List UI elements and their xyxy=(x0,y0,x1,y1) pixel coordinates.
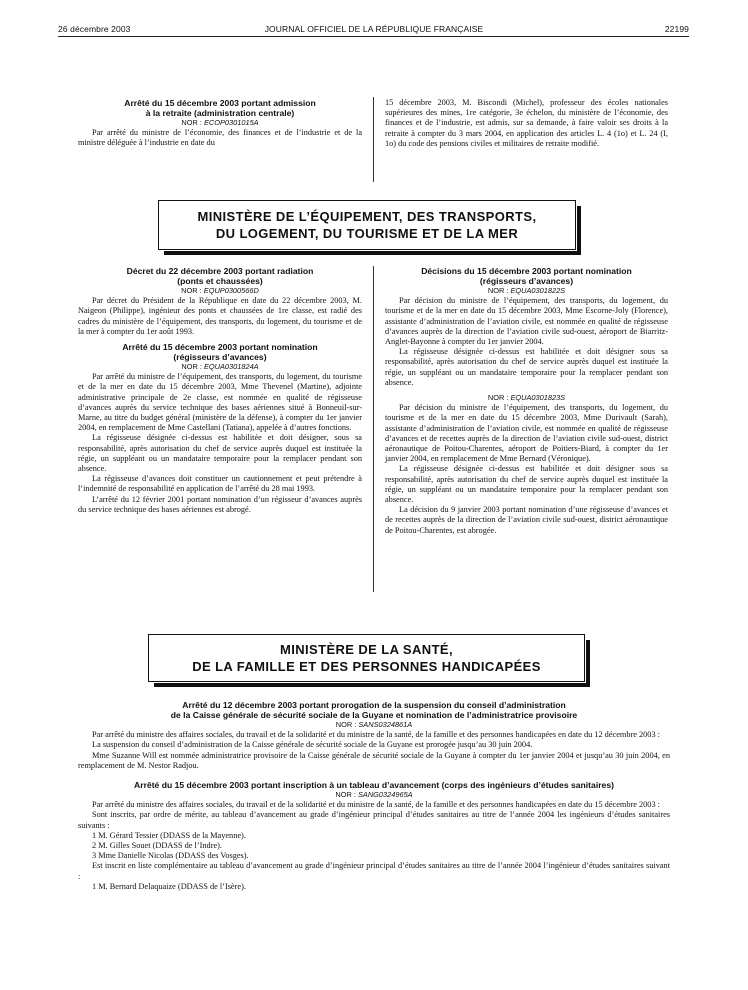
paragraph: Par décision du ministre de l’équipement, des transports, du logement, du tourisme et de la mer en date du 15 décembre 2003, Mme Escorne-Joly (Florence), assistante d’administration de l’aviation civile, est nommée en qualité de régisseuse d’avances auprès de la direction de l’aviation civile sud-ouest, aéroport de Biarritz-Anglet-Bayonne à compter du 1er janvier 2004. xyxy=(385,296,668,347)
ministry-equipement-box xyxy=(158,200,576,250)
column-divider xyxy=(373,97,374,182)
article-title: Arrêté du 15 décembre 2003 portant nomination xyxy=(122,342,318,353)
paragraph: Est inscrit en liste complémentaire au tableau d’avancement au grade d’ingénieur principal d’études sanitaires au titre de l’année 2004 l’ingénieur d’études sanitaires suivant : xyxy=(78,861,670,881)
article-title: à la retraite (administration centrale) xyxy=(145,108,295,118)
paragraph: 15 décembre 2003, M. Biscondi (Michel), professeur des écoles nationales supérieures des mines, 1re catégorie, 3e échelon, du ministère de l’économie, des finances et de l’industrie, est admis, sur sa demande, à faire valoir ses droits à la retraite à compter du 3 mars 2004, en application des articles L. 4 (1o) et L. 24 (I, 1o) du code des pensions civiles et militaires de retraite modifié. xyxy=(385,98,668,148)
nor-reference: NOR : SANS0324861A xyxy=(335,720,413,729)
article-title: Arrêté du 15 décembre 2003 portant admission xyxy=(124,98,316,108)
nor-reference: NOR : EQUP0300566D xyxy=(181,286,259,295)
article-title: Arrêté du 12 décembre 2003 portant prorogation de la suspension du conseil d’administration xyxy=(182,700,566,710)
column-divider xyxy=(373,266,374,592)
sante-section xyxy=(78,700,670,892)
paragraph: Par arrêté du ministre de l’équipement, des transports, du logement, du tourisme et de la mer en date du 15 décembre 2003, Mme Thevenel (Martine), adjointe administrative principale de 2e classe, est nommée en qualité de régisseuse d’avances auprès du service technique des bases aériennes situé à Bonneuil-sur-Marne, au titre du budget général (ministère de la défense), à compter du 1er janvier 2004, en remplacement de Mme Castellani (Tatiana), appelée à d’autres fonctions. xyxy=(78,372,362,433)
nor-reference: NOR : EQUA0301823S xyxy=(487,393,566,403)
nor-reference: NOR : EQUA0301822S xyxy=(487,286,566,295)
equipement-right-column xyxy=(385,266,668,536)
equipement-left-column xyxy=(78,266,362,515)
paragraph: La régisseuse d’avances doit constituer un cautionnement et peut prétendre à l’indemnité de responsabilité en application de l’arrêté du 28 mai 1993. xyxy=(78,474,362,494)
list-item: 3 Mme Danielle Nicolas (DDASS des Vosges). xyxy=(92,851,249,861)
ministry-title: MINISTÈRE DE L’ÉQUIPEMENT, DES TRANSPORTS, xyxy=(197,209,537,224)
paragraph: Par décret du Président de la République en date du 22 décembre 2003, M. Naigeon (Philippe), ingénieur des ponts et chaussées de 1re classe, est radié des cadres du ministère de l’équipement, des transports, du logement, du tourisme et de la mer à compter du 1er août 1993. xyxy=(78,296,362,336)
paragraph: Mme Suzanne Will est nommée administratrice provisoire de la Caisse générale de sécurité sociale de la Guyane à compter du 1er janvier 2004 et jusqu’au 30 juin 2004, en remplacement de M. Nestor Radjou. xyxy=(78,750,670,770)
article-title: Décisions du 15 décembre 2003 portant nomination xyxy=(421,266,632,276)
nor-reference: NOR : SANG0324965A xyxy=(335,790,413,800)
header-date: 26 décembre 2003 xyxy=(58,24,131,34)
list-item: 1 M. Bernard Delaquaize (DDASS de l’Isère). xyxy=(92,881,246,891)
article-title: Arrêté du 15 décembre 2003 portant inscription à un tableau d’avancement (corps des ingénieurs d’études sanitaires) xyxy=(134,780,614,791)
article-title: (régisseurs d’avances) xyxy=(173,352,267,363)
paragraph: Par arrêté du ministre de l’économie, des finances et de l’industrie et de la ministre déléguée à l’industrie en date du xyxy=(78,128,362,148)
header-journal-title: JOURNAL OFFICIEL DE LA RÉPUBLIQUE FRANÇAISE xyxy=(264,24,484,34)
header-page-number: 22199 xyxy=(664,24,689,34)
article-retraite-left xyxy=(78,98,362,149)
paragraph: Par arrêté du ministre des affaires sociales, du travail et de la solidarité et du ministre de la santé, de la famille et des personnes handicapées en date du 15 décembre 2003 : xyxy=(92,800,660,810)
article-title: Décret du 22 décembre 2003 portant radiation xyxy=(126,266,314,276)
paragraph: Par décision du ministre de l’équipement, des transports, du logement, du tourisme et de la mer en date du 15 décembre 2003, Mme Durivault (Sarah), assistante d’administration de l’aviation civile, est nommée en qualité de régisseuse d’avances et de recettes auprès de la direction de l’aviation civile sud-ouest, district aéronautique de Poitou-Charentes, aéroport de Poitiers-Biard, à compter du 1er janvier 2004, en remplacement de Mme Bernard (Véronique). xyxy=(385,403,668,464)
paragraph: La régisseuse désignée ci-dessus est habilitée et doit désigner sous sa responsabilité, après autorisation du chef de service auprès duquel est instituée la régie, un suppléant ou un mandataire temporaire pour la remplacer pendant son absence. xyxy=(385,464,668,505)
nor-reference: NOR : ECOP0301015A xyxy=(181,118,259,127)
ministry-sante-box xyxy=(148,634,585,682)
paragraph: La décision du 9 janvier 2003 portant nomination d’une régisseuse d’avances et de recettes auprès de la direction de l’aviation civile sud-ouest, district aéronautique de Poitou-Charentes, est abrogée. xyxy=(385,505,668,535)
article-title: (régisseurs d’avances) xyxy=(479,276,574,286)
article-retraite-right xyxy=(385,98,668,149)
ministry-title: MINISTÈRE DE LA SANTÉ, xyxy=(280,642,453,657)
nor-reference: NOR : EQUA0301824A xyxy=(181,362,259,372)
paragraph: La suspension du conseil d’administration de la Caisse générale de sécurité sociale de la Guyane est prorogée jusqu’au 30 juin 2004. xyxy=(92,740,533,750)
ministry-title: DE LA FAMILLE ET DES PERSONNES HANDICAPÉES xyxy=(192,659,541,674)
header-rule xyxy=(58,36,689,37)
paragraph: Par arrêté du ministre des affaires sociales, du travail et de la solidarité et du ministre de la santé, de la famille et des personnes handicapées en date du 12 décembre 2003 : xyxy=(92,730,660,740)
article-title: (ponts et chaussées) xyxy=(177,276,263,286)
list-item: 1 M. Gérard Tessier (DDASS de la Mayenne). xyxy=(92,830,246,840)
list-item: 2 M. Gilles Souet (DDASS de l’Indre). xyxy=(92,841,222,851)
paragraph: La régisseuse désignée ci-dessus est habilitée et doit désigner, sous sa responsabilité, après autorisation du chef de service auprès duquel est instituée la régie, un suppléant ou un mandataire temporaire pour la remplacer pendant son absence. xyxy=(78,433,362,474)
article-title: de la Caisse générale de sécurité sociale de la Guyane et nomination de l’administratrice provisoire xyxy=(170,710,578,720)
paragraph: L’arrêté du 12 février 2001 portant nomination d’un régisseur d’avances auprès du service technique des bases aériennes est abrogé. xyxy=(78,494,362,514)
paragraph: Sont inscrits, par ordre de mérite, au tableau d’avancement au grade d’ingénieur principal d’études sanitaires au titre de l’année 2004 les ingénieurs d’études sanitaires suivants : xyxy=(78,810,670,830)
ministry-title: DU LOGEMENT, DU TOURISME ET DE LA MER xyxy=(215,226,519,241)
paragraph: La régisseuse désignée ci-dessus est habilitée et doit désigner sous sa responsabilité, après autorisation du chef de service auprès duquel est instituée la régie, un suppléant ou un mandataire temporaire pour la remplacer pendant son absence. xyxy=(385,347,668,387)
